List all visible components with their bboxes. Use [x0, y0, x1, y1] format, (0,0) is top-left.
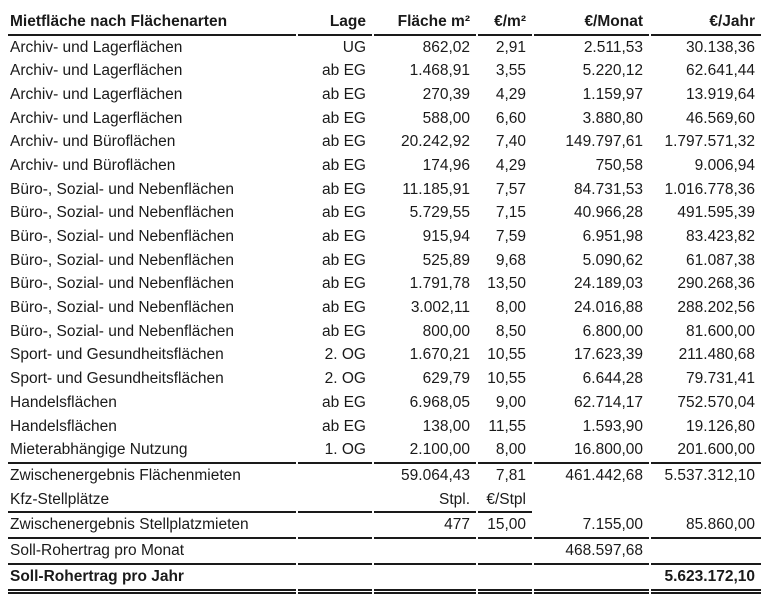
- table-row: [8, 367, 761, 391]
- table-row: [8, 273, 761, 297]
- cell-eur-monat: 5.220,12: [582, 62, 643, 80]
- cell-eur-jahr: 288.202,56: [677, 299, 755, 317]
- cell-lage: ab EG: [322, 417, 366, 435]
- table-row: [8, 202, 761, 226]
- cell-lage: [298, 513, 372, 539]
- cell-flaeche-m2: 629,79: [422, 370, 470, 388]
- cell-label: Zwischenergebnis Stellplatzmieten: [8, 513, 296, 539]
- cell-eur-monat: 40.966,28: [574, 204, 643, 222]
- cell-unit-preis: €/Stpl: [478, 488, 532, 514]
- cell-label: Soll-Rohertrag pro Monat: [8, 539, 296, 565]
- table-row: [8, 178, 761, 202]
- subtotal-flaechenmieten-row: [8, 462, 761, 488]
- column-header-lage: Lage: [298, 10, 372, 36]
- cell-lage: 1. OG: [324, 441, 366, 459]
- cell-flaeche-m2: 5.729,55: [409, 204, 470, 222]
- cell-eur-m2: 7,40: [495, 133, 526, 151]
- cell-eur-monat: 24.016,88: [574, 299, 643, 317]
- soll-rohertrag-jahr-row: [8, 565, 761, 594]
- cell-flaechenart: Büro-, Sozial- und Nebenflächen: [10, 228, 235, 246]
- cell-flaeche-m2: 588,00: [422, 109, 470, 127]
- cell-eur-m2: 4,29: [495, 156, 526, 174]
- cell-eur-monat: 1.593,90: [582, 417, 643, 435]
- cell-eur-jahr: 1.797.571,32: [664, 133, 755, 151]
- cell-flaechenart: Archiv- und Lagerflächen: [10, 109, 183, 127]
- cell-eur-monat: 6.800,00: [582, 322, 643, 340]
- cell-eur-monat: 468.597,68: [534, 539, 649, 565]
- cell-flaeche-m2: 1.670,21: [409, 346, 470, 364]
- cell-eur-m2: 9,68: [495, 251, 526, 269]
- cell-flaechenart: Büro-, Sozial- und Nebenflächen: [10, 275, 235, 293]
- cell-eur-jahr: 62.641,44: [686, 62, 755, 80]
- cell-flaeche-m2: 3.002,11: [410, 299, 470, 317]
- cell-eur-monat: 17.623,39: [574, 346, 643, 364]
- cell-lage: ab EG: [322, 156, 366, 174]
- cell-lage: ab EG: [322, 275, 366, 293]
- cell-flaeche-m2: 270,39: [422, 85, 470, 103]
- cell-eur-monat: 6.644,28: [582, 370, 643, 388]
- cell-lage: ab EG: [322, 299, 366, 317]
- cell-lage: [298, 539, 372, 565]
- cell-flaechenart: Sport- und Gesundheitsflächen: [10, 370, 224, 388]
- cell-eur-jahr: 9.006,94: [694, 156, 755, 174]
- cell-flaechenart: Büro-, Sozial- und Nebenflächen: [10, 299, 235, 317]
- cell-eur-m2: 2,91: [495, 38, 526, 56]
- cell-eur-jahr: 491.595,39: [677, 204, 755, 222]
- table-row: [8, 391, 761, 415]
- cell-lage: UG: [342, 38, 366, 56]
- cell-label: Kfz-Stellplätze: [8, 488, 296, 514]
- cell-eur-jahr: 19.126,80: [686, 417, 755, 435]
- cell-anzahl: 477: [374, 513, 476, 539]
- cell-flaeche-m2: 915,94: [422, 228, 470, 246]
- cell-eur-jahr: 13.919,64: [686, 85, 755, 103]
- cell-lage: ab EG: [322, 322, 366, 340]
- cell-flaechenart: Archiv- und Büroflächen: [10, 133, 176, 151]
- cell-eur-jahr: 752.570,04: [677, 393, 755, 411]
- cell-eur-jahr: 85.860,00: [651, 513, 761, 539]
- table-row: [8, 438, 761, 462]
- cell-eur-monat: 3.880,80: [582, 109, 643, 127]
- cell-eur-monat: 24.189,03: [574, 275, 643, 293]
- table-row: [8, 83, 761, 107]
- cell-flaeche-m2: 1.791,78: [409, 275, 470, 293]
- kfz-stellplaetze-row: [8, 488, 761, 514]
- cell-lage: ab EG: [322, 133, 366, 151]
- cell-eur-monat: [534, 488, 649, 514]
- cell-eur-m2: 8,00: [495, 299, 526, 317]
- cell-eur-m2: 7,15: [495, 204, 526, 222]
- cell-eur-jahr: [651, 539, 761, 565]
- table-row: [8, 59, 761, 83]
- cell-eur-monat: 750,58: [595, 156, 643, 174]
- cell-eur-jahr: 30.138,36: [686, 38, 755, 56]
- cell-eur-m2: 6,60: [495, 109, 526, 127]
- cell-flaechenart: Büro-, Sozial- und Nebenflächen: [10, 180, 235, 198]
- cell-lage: ab EG: [322, 109, 366, 127]
- cell-lage: ab EG: [322, 204, 366, 222]
- cell-eur-m2: 3,55: [495, 62, 526, 80]
- cell-eur-jahr: 61.087,38: [686, 251, 755, 269]
- cell-flaechenart: Büro-, Sozial- und Nebenflächen: [10, 251, 235, 269]
- cell-lage: [298, 488, 372, 514]
- cell-eur-jahr: 46.569,60: [686, 109, 755, 127]
- cell-lage: ab EG: [322, 180, 366, 198]
- cell-eur-m2: 7,81: [478, 462, 532, 488]
- table-row: [8, 296, 761, 320]
- cell-flaechenart: Archiv- und Büroflächen: [10, 156, 176, 174]
- cell-flaeche-m2: 174,96: [422, 156, 470, 174]
- cell-lage: ab EG: [322, 251, 366, 269]
- cell-eur-jahr: 79.731,41: [686, 370, 755, 388]
- cell-eur-monat: 5.090,62: [582, 251, 643, 269]
- cell-eur-m2: [478, 565, 532, 594]
- cell-eur-monat: 62.714,17: [574, 393, 643, 411]
- rent-roll-table: [6, 10, 763, 594]
- cell-eur-m2: 13,50: [487, 275, 526, 293]
- cell-flaeche-m2: 20.242,92: [401, 133, 470, 151]
- cell-flaechenart: Mieterabhängige Nutzung: [10, 441, 188, 459]
- cell-eur-monat: 2.511,53: [583, 38, 643, 56]
- cell-lage: ab EG: [322, 393, 366, 411]
- column-header-flaeche-m2: Fläche m²: [374, 10, 476, 36]
- cell-flaeche-m2: 1.468,91: [409, 62, 470, 80]
- cell-flaechenart: Archiv- und Lagerflächen: [10, 38, 183, 56]
- cell-lage: ab EG: [322, 228, 366, 246]
- cell-eur-jahr: 290.268,36: [677, 275, 755, 293]
- header-row: [8, 10, 761, 36]
- cell-eur-monat: 461.442,68: [534, 462, 649, 488]
- cell-label: Soll-Rohertrag pro Jahr: [8, 565, 296, 594]
- cell-flaechenart: Handelsflächen: [10, 417, 117, 435]
- cell-eur-m2: 7,57: [495, 180, 526, 198]
- table-row: [8, 415, 761, 439]
- table-row: [8, 320, 761, 344]
- cell-flaeche-m2: [374, 539, 476, 565]
- cell-eur-m2: [478, 539, 532, 565]
- cell-eur-jahr: [651, 488, 761, 514]
- cell-eur-jahr: 81.600,00: [686, 322, 755, 340]
- cell-flaeche-m2: 525,89: [422, 251, 470, 269]
- cell-eur-m2: 8,00: [495, 441, 526, 459]
- cell-flaechenart: Büro-, Sozial- und Nebenflächen: [10, 204, 235, 222]
- cell-eur-m2: 11,55: [488, 417, 526, 435]
- cell-flaeche-m2: 11.185,91: [402, 180, 470, 198]
- cell-eur-monat: 149.797,61: [565, 133, 643, 151]
- cell-eur-monat: 84.731,53: [574, 180, 643, 198]
- cell-lage: [298, 462, 372, 488]
- cell-eur-monat: 16.800,00: [574, 441, 643, 459]
- cell-lage: 2. OG: [324, 346, 366, 364]
- table-body: [8, 36, 761, 462]
- cell-flaeche-m2: 138,00: [422, 417, 470, 435]
- table-footer: [8, 462, 761, 593]
- subtotal-stellplatzmieten-row: [8, 513, 761, 539]
- cell-eur-jahr: 1.016.778,36: [664, 180, 755, 198]
- table-row: [8, 225, 761, 249]
- soll-rohertrag-monat-row: [8, 539, 761, 565]
- cell-eur-jahr: 5.537.312,10: [651, 462, 761, 488]
- column-header-eur-m2: €/m²: [478, 10, 532, 36]
- cell-flaeche-m2: 862,02: [422, 38, 470, 56]
- cell-eur-m2: 7,59: [495, 228, 526, 246]
- cell-flaechenart: Handelsflächen: [10, 393, 117, 411]
- cell-eur-jahr: 211.480,68: [678, 346, 755, 364]
- table-row: [8, 344, 761, 368]
- cell-lage: 2. OG: [324, 370, 366, 388]
- cell-unit-anzahl: Stpl.: [374, 488, 476, 514]
- table-row: [8, 130, 761, 154]
- cell-eur-jahr: 5.623.172,10: [651, 565, 761, 594]
- cell-flaechenart: Büro-, Sozial- und Nebenflächen: [10, 322, 235, 340]
- cell-eur-jahr: 201.600,00: [677, 441, 755, 459]
- cell-flaeche-m2: 2.100,00: [409, 441, 470, 459]
- cell-eur-monat: 1.159,97: [582, 85, 643, 103]
- cell-eur-monat: 7.155,00: [534, 513, 649, 539]
- cell-lage: ab EG: [322, 85, 366, 103]
- column-header-eur-monat: €/Monat: [534, 10, 649, 36]
- cell-eur-m2: 8,50: [495, 322, 526, 340]
- cell-flaechenart: Sport- und Gesundheitsflächen: [10, 346, 224, 364]
- table-row: [8, 36, 761, 60]
- cell-eur-m2: 4,29: [495, 85, 526, 103]
- table-row: [8, 249, 761, 273]
- cell-eur-monat: 6.951,98: [582, 228, 643, 246]
- cell-flaechenart: Archiv- und Lagerflächen: [10, 85, 183, 103]
- column-header-eur-jahr: €/Jahr: [651, 10, 761, 36]
- cell-eur-m2: 10,55: [487, 346, 526, 364]
- cell-flaeche-m2: 59.064,43: [374, 462, 476, 488]
- table-row: [8, 107, 761, 131]
- document-page: [0, 10, 770, 610]
- table-row: [8, 154, 761, 178]
- cell-flaeche-m2: [374, 565, 476, 594]
- cell-eur-m2: 9,00: [495, 393, 526, 411]
- cell-flaeche-m2: 800,00: [422, 322, 470, 340]
- cell-eur-jahr: 83.423,82: [686, 228, 755, 246]
- cell-flaechenart: Archiv- und Lagerflächen: [10, 62, 183, 80]
- cell-preis: 15,00: [478, 513, 532, 539]
- cell-eur-monat: [534, 565, 649, 594]
- cell-eur-m2: 10,55: [487, 370, 526, 388]
- cell-lage: [298, 565, 372, 594]
- cell-lage: ab EG: [322, 62, 366, 80]
- cell-label: Zwischenergebnis Flächenmieten: [8, 462, 296, 488]
- column-header-flaechenart: Mietfläche nach Flächenarten: [8, 10, 296, 36]
- cell-flaeche-m2: 6.968,05: [409, 393, 470, 411]
